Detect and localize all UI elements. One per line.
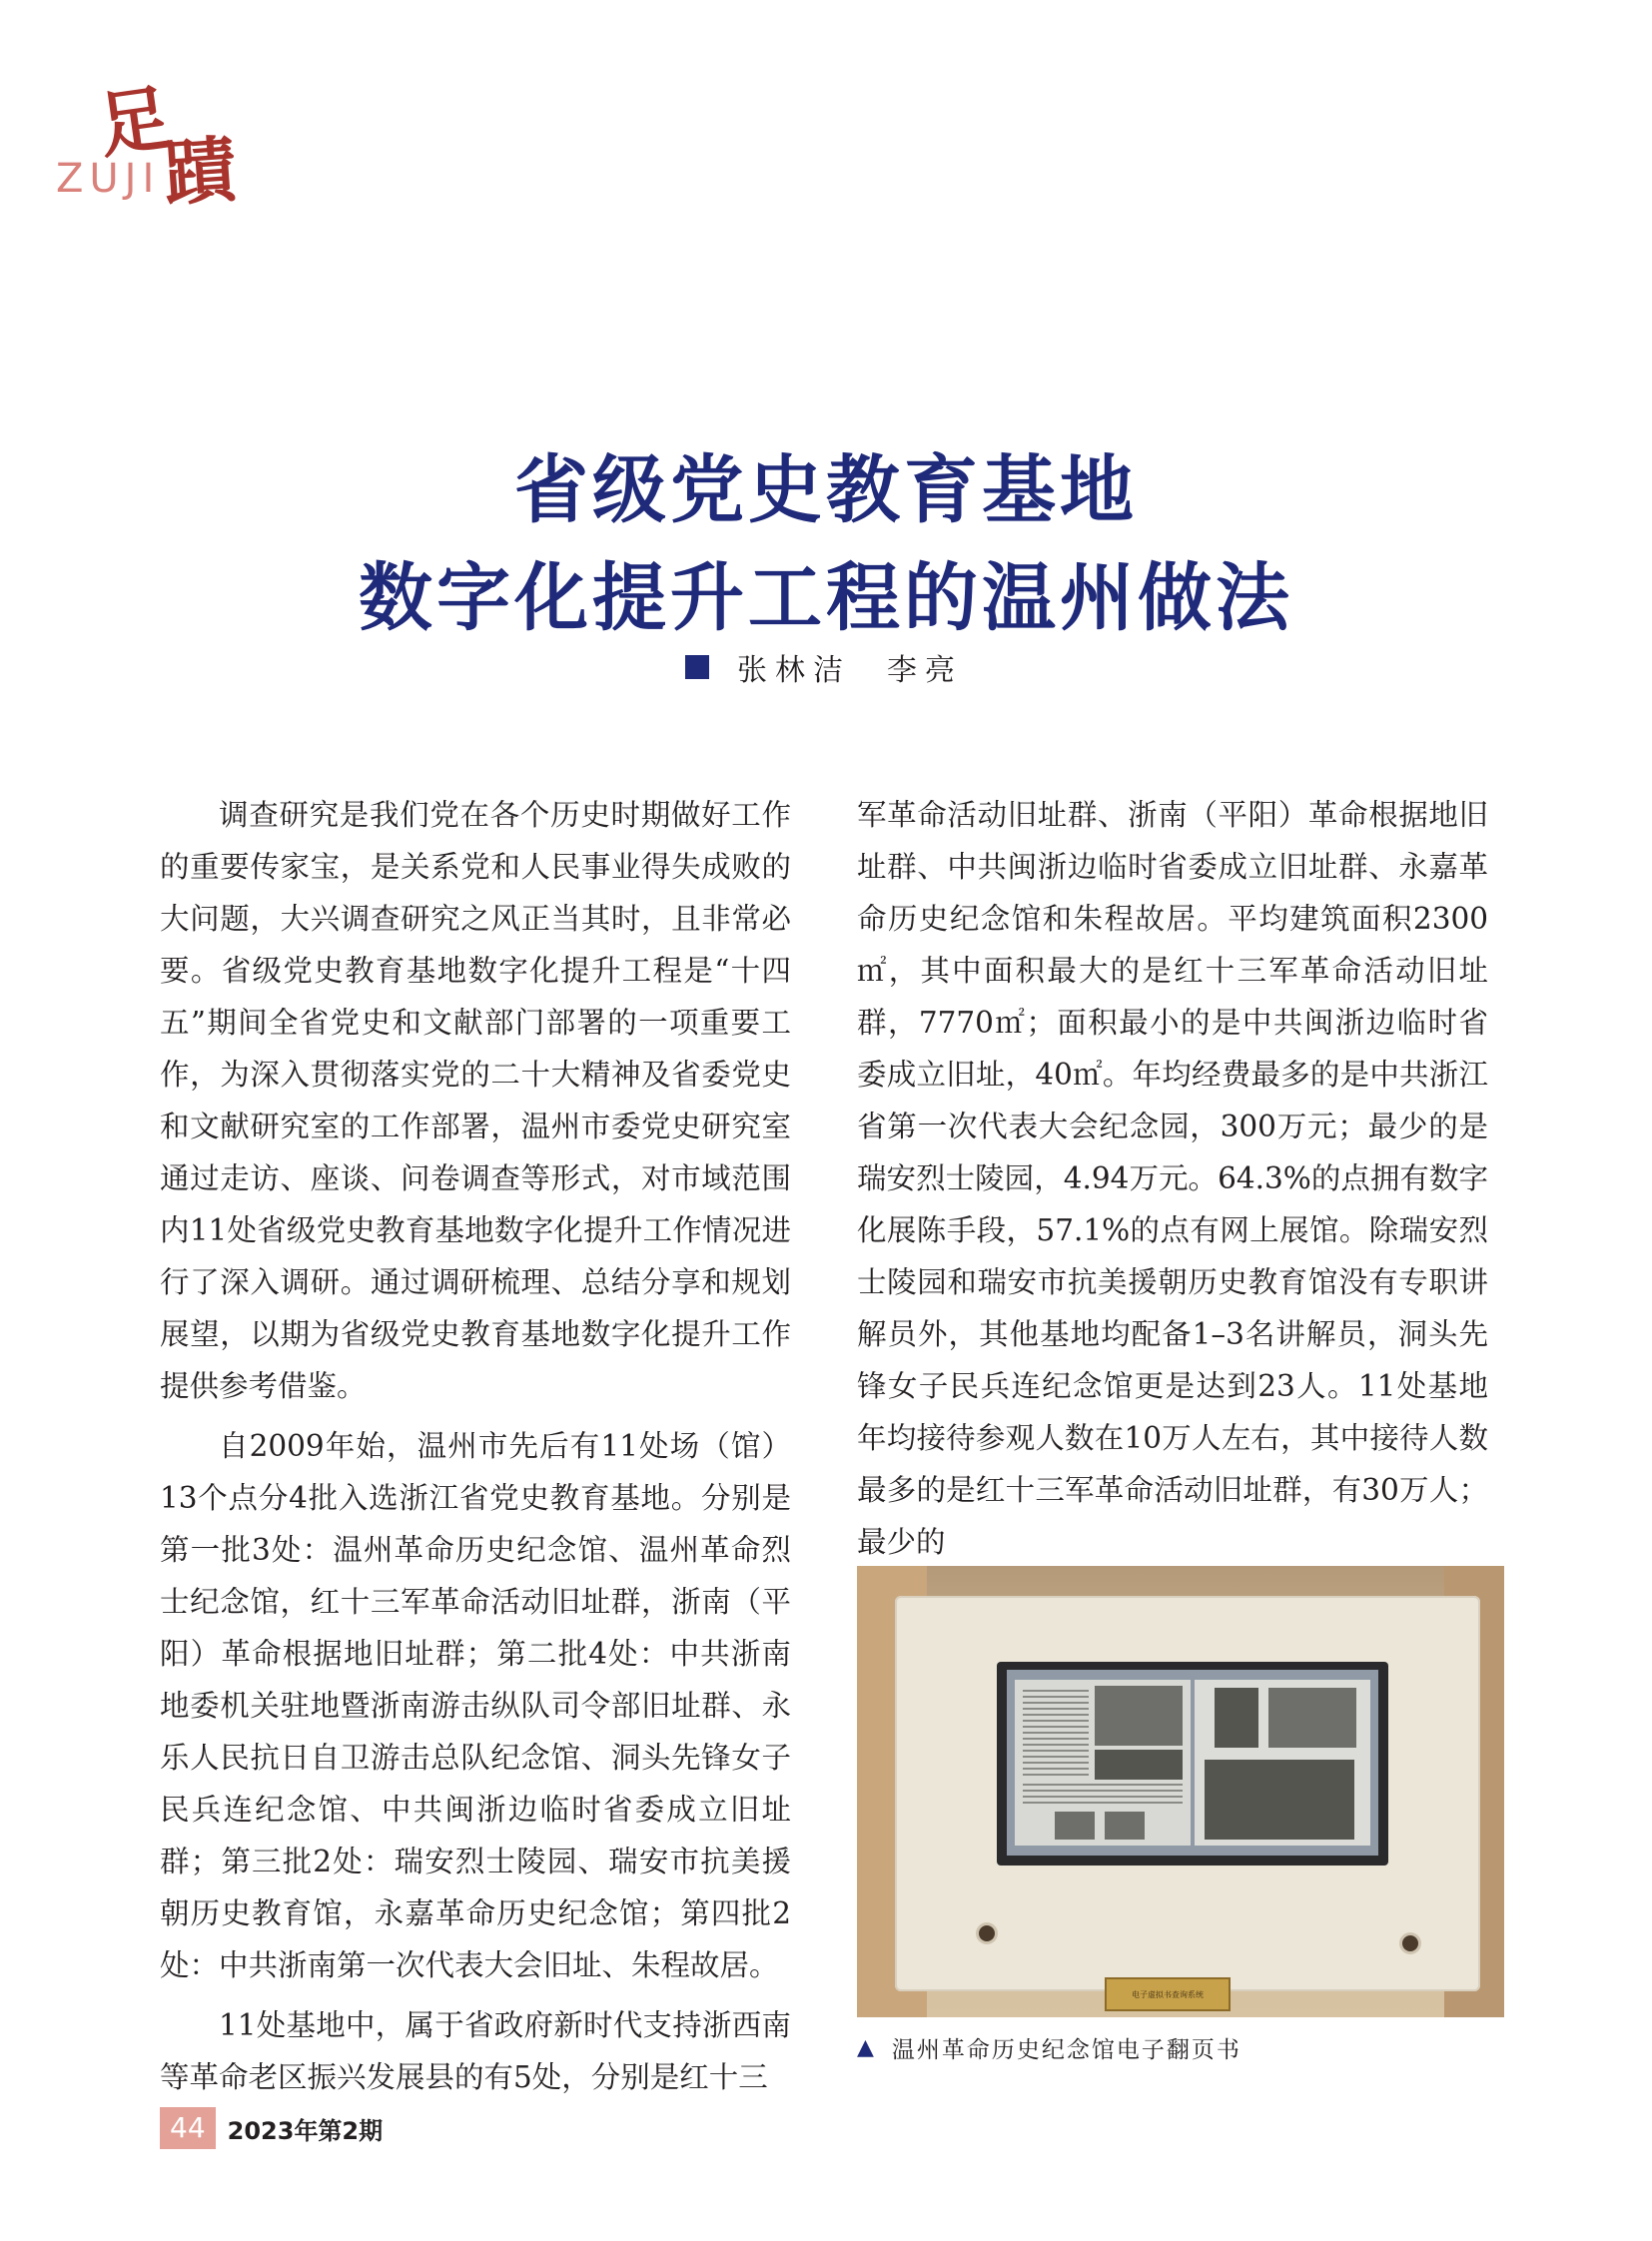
paragraph: 11处基地中，属于省政府新时代支持浙西南等革命老区振兴发展县的有5处，分别是红十三 bbox=[160, 2008, 791, 2094]
issue-label: 2023年第2期 bbox=[227, 2116, 384, 2145]
left-column bbox=[160, 789, 791, 2111]
logo-latin: ZUJI bbox=[56, 156, 161, 202]
paragraph: 调查研究是我们党在各个历史时期做好工作的重要传家宝，是关系党和人民事业得失成败的大问题，大兴调查研究之风正当其时，且非常必要。省级党史教育基地数字化提升工程是“十四五”期间全省党史和文献部门部署的一项重要工作，为深入贯彻落实党的二十大精神及省委党史和文献研究室的工作部署，温州市委党史研究室通过走访、座谈、问卷调查等形式，对市域范围内11处省级党史教育基地数字化提升工作情况进行了深入调研。通过调研梳理、总结分享和规划展望，以期为省级党史教育基地数字化提升工作提供参考借鉴。 bbox=[160, 798, 791, 1403]
article-title-line-1: 省级党史教育基地 bbox=[514, 447, 1138, 533]
knob-left-icon bbox=[979, 1925, 995, 1941]
page-footer bbox=[160, 2107, 383, 2149]
author-1: 张林洁 bbox=[737, 653, 851, 688]
knob-right-icon bbox=[1402, 1935, 1418, 1951]
page-number: 44 bbox=[160, 2107, 216, 2149]
photo-caption bbox=[857, 2031, 1241, 2064]
triangle-marker-icon: ▲ bbox=[857, 2035, 876, 2060]
flipbook-display bbox=[1007, 1670, 1378, 1856]
photo-electronic-flipbook bbox=[857, 1566, 1504, 2017]
logo-char-1: 足 bbox=[93, 74, 177, 169]
column-logo bbox=[56, 64, 246, 217]
right-column bbox=[857, 789, 1488, 1576]
article-title-line-2: 数字化提升工程的温州做法 bbox=[359, 555, 1293, 641]
byline-square-icon bbox=[685, 655, 709, 679]
logo-char-2: 蹟 bbox=[161, 126, 240, 217]
name-plate: 电子虚拟书查询系统 bbox=[1105, 1977, 1231, 2011]
paragraph: 军革命活动旧址群、浙南（平阳）革命根据地旧址群、中共闽浙边临时省委成立旧址群、永嘉革命历史纪念馆和朱程故居。平均建筑面积2300㎡，其中面积最大的是红十三军革命活动旧址群，7770㎡；面积最小的是中共闽浙边临时省委成立旧址，40㎡。年均经费最多的是中共浙江省第一次代表大会纪念园，300万元；最少的是瑞安烈士陵园，4.94万元。64.3%的点拥有数字化展陈手段，57.1%的点有网上展馆。除瑞安烈士陵园和瑞安市抗美援朝历史教育馆没有专职讲解员外，其他基地均配备1–3名讲解员，洞头先锋女子民兵连纪念馆更是达到23人。11处基地年均接待参观人数在10万人左右，其中接待人数最多的是红十三军革命活动旧址群，有30万人；最少的 bbox=[857, 798, 1488, 1559]
caption-text: 温州革命历史纪念馆电子翻页书 bbox=[891, 2037, 1241, 2063]
paragraph: 自2009年始，温州市先后有11处场（馆）13个点分4批入选浙江省党史教育基地。分别是第一批3处：温州革命历史纪念馆、温州革命烈士纪念馆，红十三军革命活动旧址群，浙南（平阳）革命根据地旧址群；第二批4处：中共浙南地委机关驻地暨浙南游击纵队司令部旧址群、永乐人民抗日自卫游击总队纪念馆、洞头先锋女子民兵连纪念馆、中共闽浙边临时省委成立旧址群；第三批2处：瑞安烈士陵园、瑞安市抗美援朝历史教育馆，永嘉革命历史纪念馆；第四批2处：中共浙南第一次代表大会旧址、朱程故居。 bbox=[160, 1429, 791, 1982]
screen bbox=[997, 1662, 1388, 1866]
display-stand bbox=[895, 1596, 1480, 1991]
author-2: 李亮 bbox=[887, 653, 963, 688]
byline bbox=[685, 647, 963, 687]
